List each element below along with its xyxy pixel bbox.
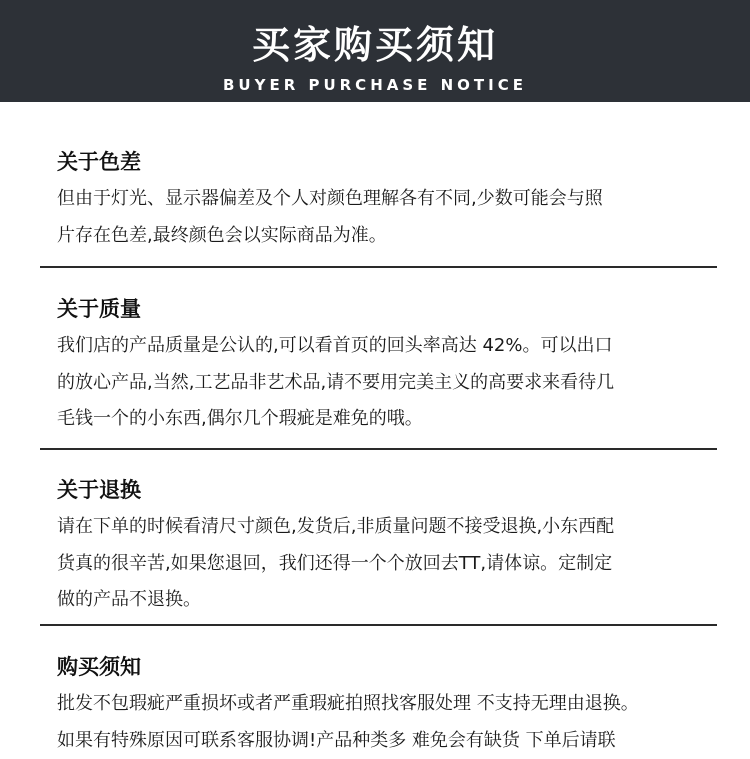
- section-quality: [57, 294, 723, 438]
- section-body: 请在下单的时候看清尺寸颜色,发货后,非质量问题不接受退换,小东西配 货真的很辛苦,如果您退回，我们还得一个个放回去TT,请体谅。定制定 做的产品不退换。: [57, 516, 615, 610]
- banner-subtitle: BUYER PURCHASE NOTICE: [222, 76, 528, 94]
- section-body: 但由于灯光、显示器偏差及个人对颜色理解各有不同,少数可能会与照 片存在色差,最终颜色会以实际商品为准。: [57, 188, 603, 246]
- section-returns: [57, 475, 723, 619]
- section-body: 批发不包瑕疵严重损坏或者严重瑕疵拍照找客服处理 不支持无理由退换。 如果有特殊原因可联系客服协调!产品种类多 难免会有缺货 下单后请联: [57, 693, 639, 751]
- section-divider: [40, 624, 717, 626]
- section-heading: 关于质量: [57, 297, 141, 321]
- section-divider: [40, 266, 717, 268]
- section-purchase-notice: [57, 652, 723, 759]
- banner-title: 买家购买须知: [251, 23, 498, 67]
- section-body: 我们店的产品质量是公认的,可以看首页的回头率高达 42%。可以出口 的放心产品,当然,工艺品非艺术品,请不要用完美主义的高要求来看待几 毛钱一个的小东西,偶尔几个瑕疵是难免的哦。: [57, 335, 615, 429]
- section-heading: 关于退换: [57, 478, 141, 502]
- section-divider: [40, 448, 717, 450]
- section-color-difference: [57, 147, 723, 254]
- section-heading: 关于色差: [57, 150, 141, 174]
- section-heading: 购买须知: [57, 655, 141, 679]
- notice-banner: [0, 0, 750, 102]
